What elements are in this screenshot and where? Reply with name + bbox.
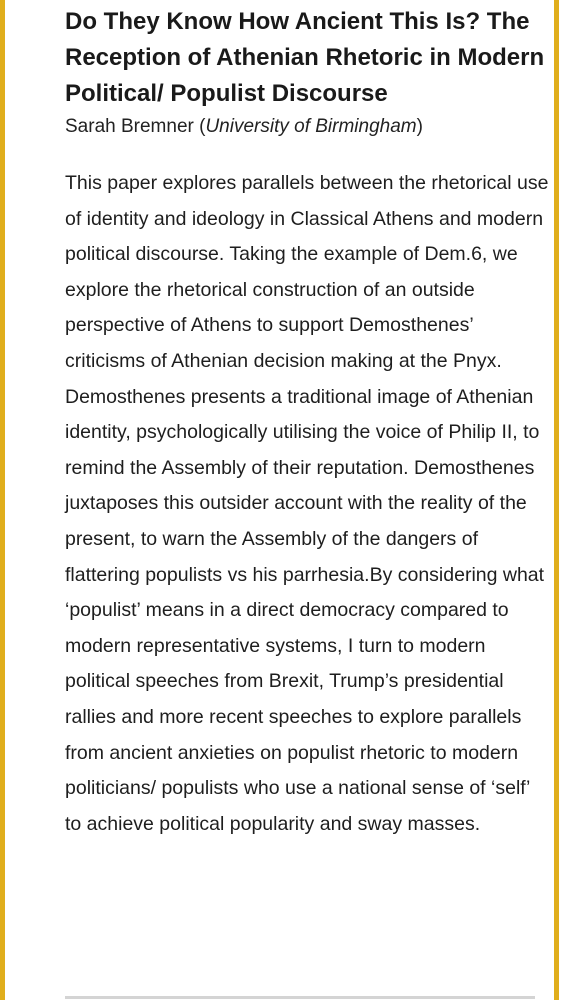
page-border-left: [0, 0, 5, 1000]
abstract-card: [65, 4, 551, 842]
author-line: Sarah Bremner (University of Birmingham): [65, 116, 423, 137]
page-border-right: [554, 0, 559, 1000]
paper-title: Do They Know How Ancient This Is? The Reception of Athenian Rhetoric in Modern Political/ Populist Discourse: [65, 8, 545, 107]
abstract-text: This paper explores parallels between the rhetorical use of identity and ideology in Classical Athens and modern political discourse. Taking the example of Dem.6, we explore the rhetorical construction of an outside perspective of Athens to support Demosthenes’ criticisms of Athenian decision making at the Pnyx. Demosthenes presents a traditional image of Athenian identity, psychologically utilising the voice of Philip II, to remind the Assembly of their reputation. Demosthenes juxtaposes this outsider account with the reality of the present, to warn the Assembly of the dangers of flattering populists vs his parrhesia.By considering what ‘populist’ means in a direct democracy compared to modern representative systems, I turn to modern political speeches from Brexit, Trump’s presidential rallies and more recent speeches to explore parallels from ancient anxieties on populist rhetoric to modern politicians/ populists who use a national sense of ‘self’ to achieve political popularity and sway masses.: [65, 172, 549, 835]
author-affiliation: University of Birmingham: [205, 116, 417, 137]
author-name: Sarah Bremner: [65, 116, 194, 137]
cut-off-text-line: [65, 990, 535, 1000]
